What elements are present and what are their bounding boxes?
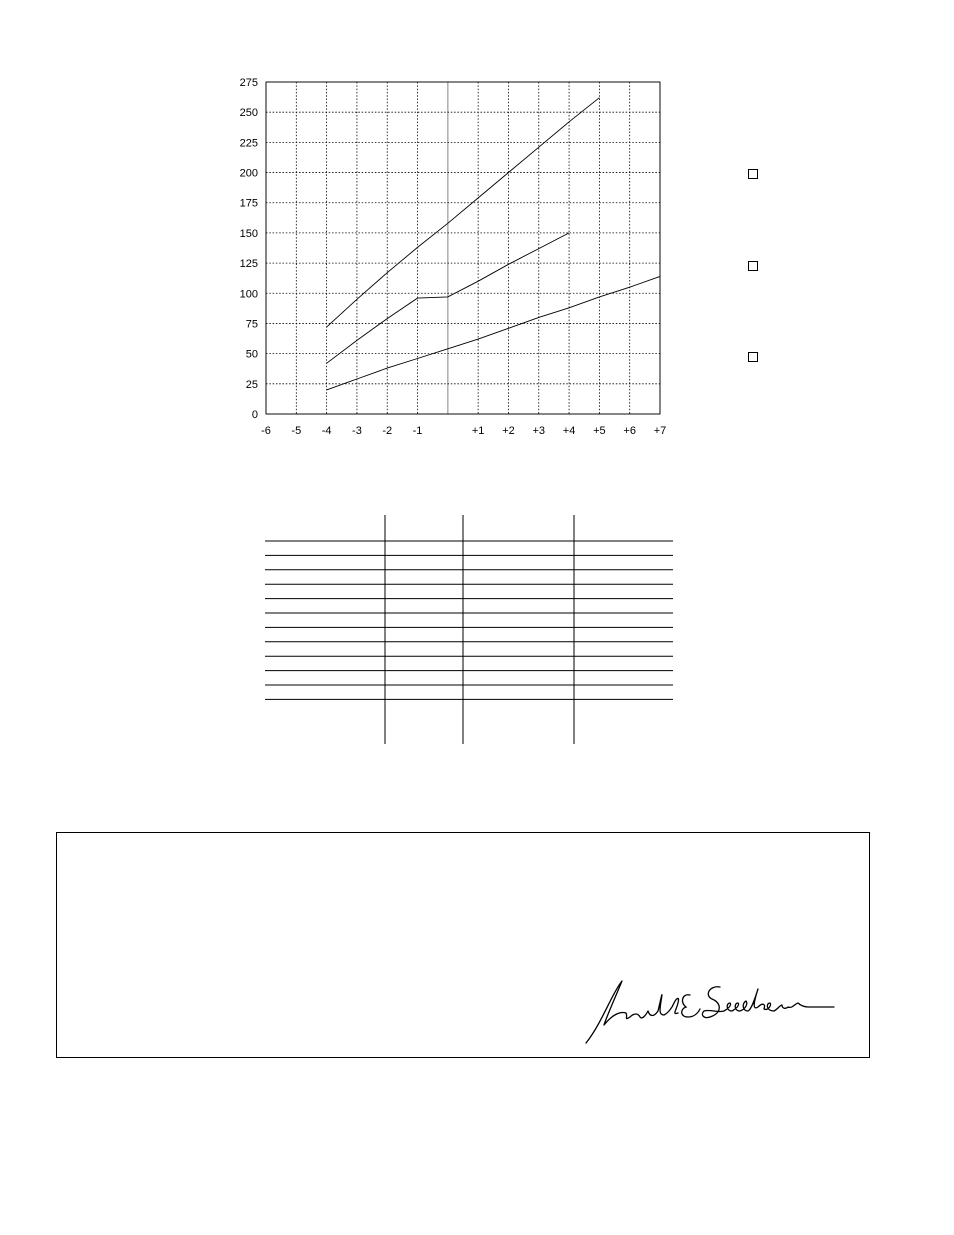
x-tick-label: +1 [471,425,485,437]
y-tick-label: 50 [245,348,258,361]
x-tick-label: -2 [382,425,393,437]
y-tick-label: 225 [239,137,258,150]
x-tick-label: -1 [412,425,423,437]
y-tick-label: 200 [239,167,258,180]
y-tick-label: 150 [239,227,258,240]
y-tick-label: 0 [251,409,258,421]
y-tick-label: 175 [239,197,258,210]
x-tick-label: -3 [352,425,362,437]
y-tick-label: 100 [239,288,258,301]
x-tick-label: +5 [593,425,606,437]
y-tick-label: 25 [245,378,258,391]
x-tick-label: -5 [291,425,302,437]
signature-box [56,832,870,1058]
y-tick-label: 250 [239,107,258,120]
y-tick-label: 275 [239,77,258,89]
y-tick-label: 125 [239,258,258,271]
x-tick-label: -6 [261,425,271,437]
y-tick-label: 75 [245,318,258,331]
signature-image [582,973,842,1048]
x-tick-label: +2 [502,425,515,437]
x-tick-label: -4 [321,425,332,437]
x-tick-label: +7 [653,425,667,437]
x-tick-label: +6 [623,425,636,437]
x-tick-label: +3 [532,425,546,437]
x-tick-label: +4 [562,425,576,437]
